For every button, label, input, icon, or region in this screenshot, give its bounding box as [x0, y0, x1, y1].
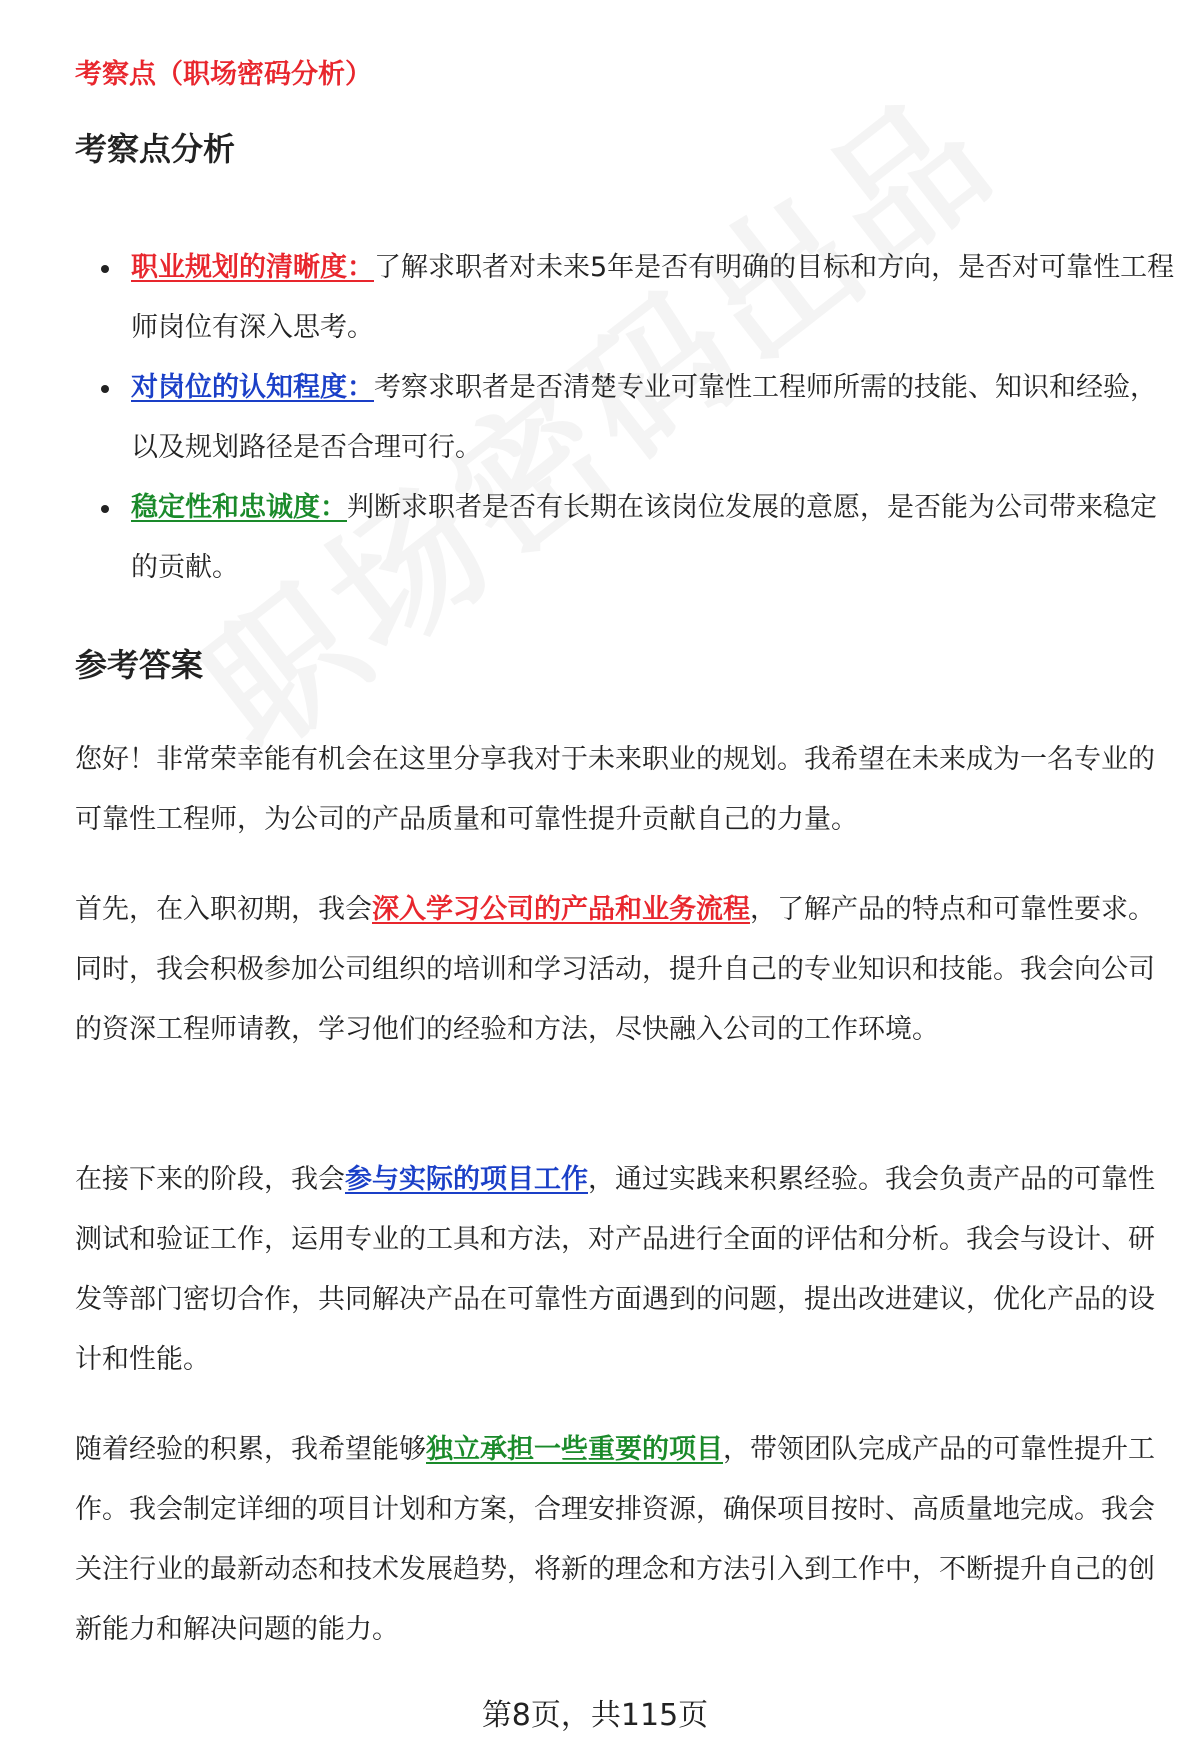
- answer-paragraph-3: [75, 1150, 1165, 1390]
- answer-heading: 参考答案: [75, 646, 204, 684]
- list-item: [95, 358, 1175, 478]
- list-item: [95, 238, 1175, 358]
- paragraph-text: 随着经验的积累，我希望能够: [75, 1434, 426, 1465]
- paragraph-text: 首先，在入职初期，我会: [75, 894, 372, 925]
- analysis-keyword: 稳定性和忠诚度：: [131, 492, 347, 523]
- analysis-keyword: 职业规划的清晰度：: [131, 252, 374, 283]
- bullet-icon: [101, 505, 109, 513]
- paragraph-text: ，通过实践来积累经验。我会负责产品的可靠性测试和验证工作，运用专业的工具和方法，对产品进行全面的评估和分析。我会与设计、研发等部门密切合作，共同解决产品在可靠性方面遇到的问题，提出改进建议，优化产品的设计和性能。: [75, 1164, 1155, 1375]
- highlight-phrase: 深入学习公司的产品和业务流程: [372, 894, 750, 925]
- analysis-list: [95, 238, 1175, 598]
- highlight-phrase: 独立承担一些重要的项目: [426, 1434, 723, 1465]
- analysis-keyword: 对岗位的认知程度：: [131, 372, 374, 403]
- paragraph-text: 在接下来的阶段，我会: [75, 1164, 345, 1195]
- paragraph-text: ，带领团队完成产品的可靠性提升工作。我会制定详细的项目计划和方案，合理安排资源，确保项目按时、高质量地完成。我会关注行业的最新动态和技术发展趋势，将新的理念和方法引入到工作中，不断提升自己的创新能力和解决问题的能力。: [75, 1434, 1155, 1645]
- bullet-icon: [101, 265, 109, 273]
- answer-paragraph-2: [75, 880, 1165, 1060]
- analysis-heading: 考察点分析: [75, 130, 236, 168]
- page-number: 第8页，共115页: [481, 1698, 709, 1733]
- list-item: [95, 478, 1175, 598]
- highlight-phrase: 参与实际的项目工作: [345, 1164, 588, 1195]
- bullet-icon: [101, 385, 109, 393]
- paragraph-text: ，了解产品的特点和可靠性要求。同时，我会积极参加公司组织的培训和学习活动，提升自己的专业知识和技能。我会向公司的资深工程师请教，学习他们的经验和方法，尽快融入公司的工作环境。: [75, 894, 1155, 1045]
- answer-paragraph-4: [75, 1420, 1165, 1660]
- analysis-text: 了解求职者对未来5年是否有明确的目标和方向，是否对可靠性工程师岗位有深入思考。: [131, 252, 1175, 343]
- analysis-text: 考察求职者是否清楚专业可靠性工程师所需的技能、知识和经验，以及规划路径是否合理可行。: [131, 372, 1157, 463]
- analysis-text: 判断求职者是否有长期在该岗位发展的意愿，是否能为公司带来稳定的贡献。: [131, 492, 1157, 583]
- answer-paragraph-1: 您好！非常荣幸能有机会在这里分享我对于未来职业的规划。我希望在未来成为一名专业的可靠性工程师，为公司的产品质量和可靠性提升贡献自己的力量。: [75, 744, 1155, 835]
- section-title: 考察点（职场密码分析）: [75, 59, 372, 90]
